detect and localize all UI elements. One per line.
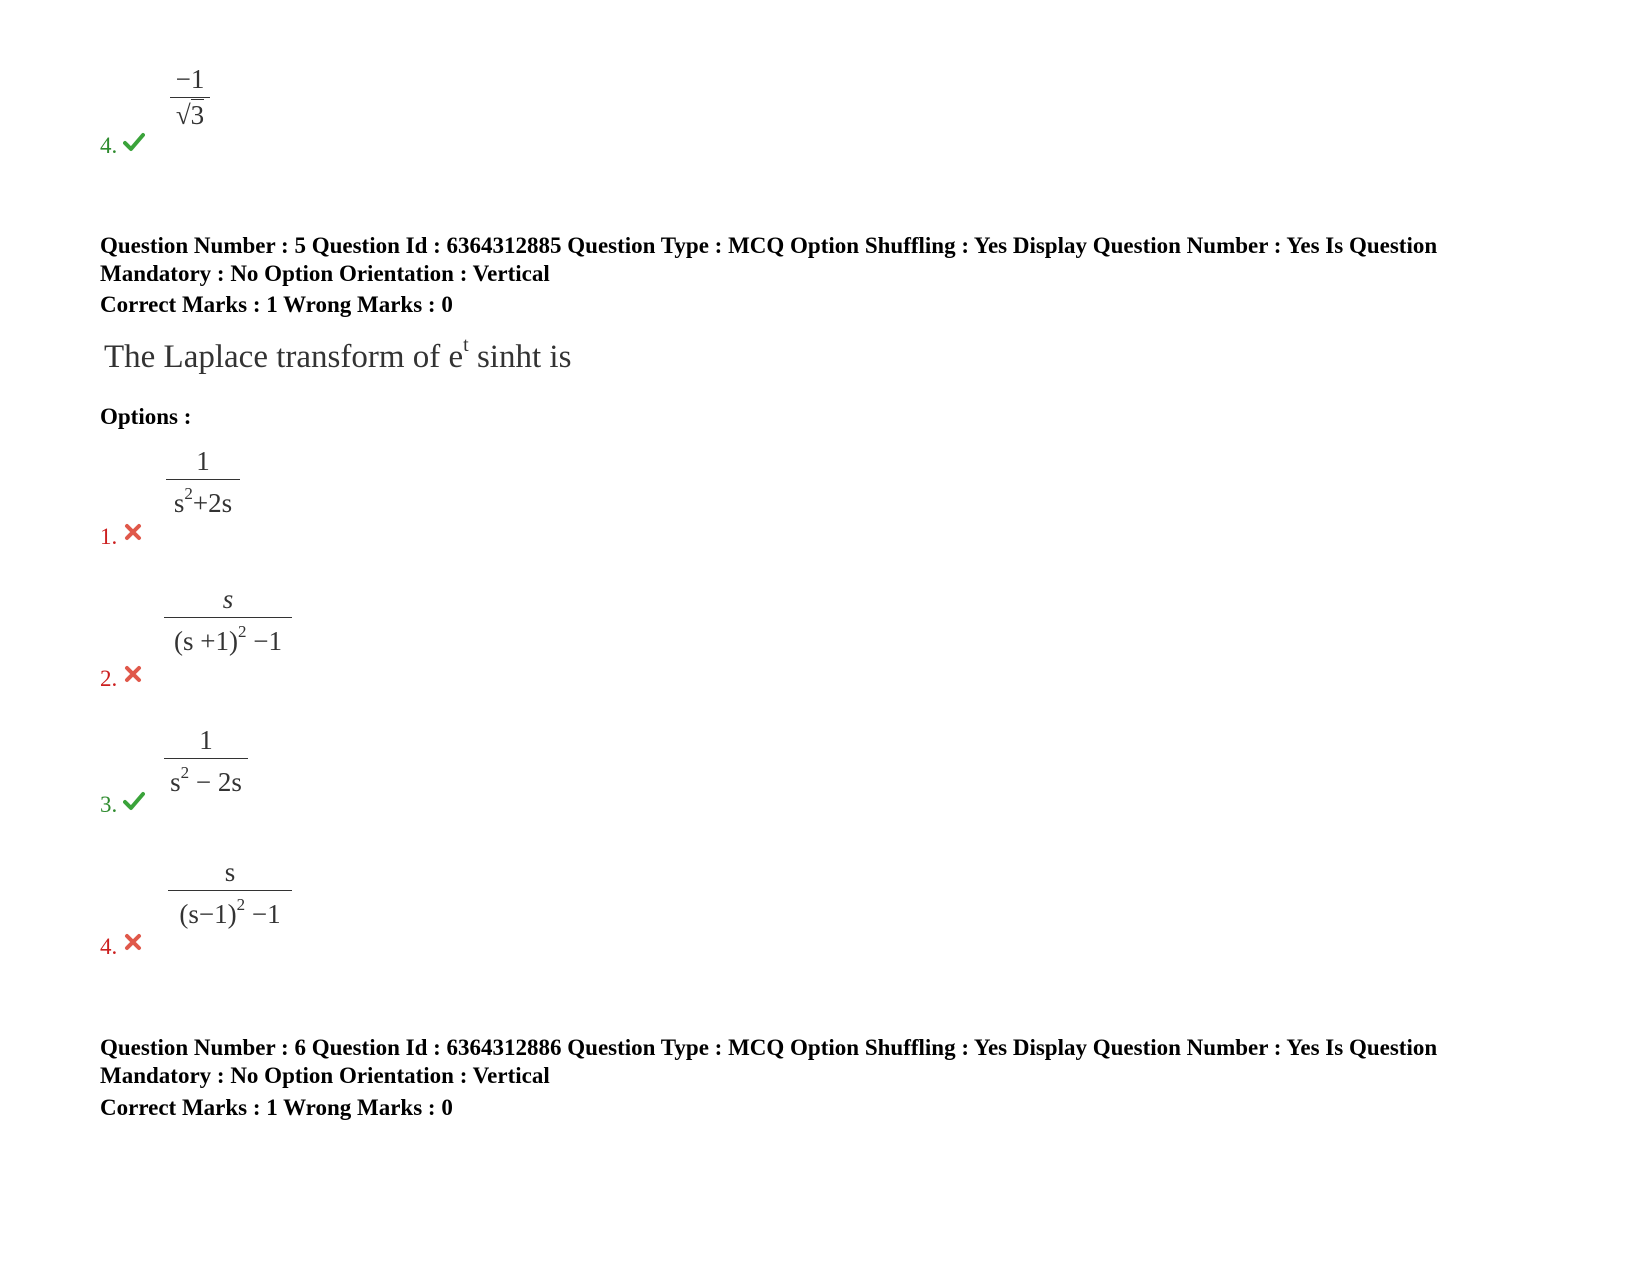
q5-option-1-label: [100, 522, 145, 550]
radical-sign: √: [175, 100, 191, 130]
fraction-numerator: 1: [199, 725, 213, 755]
q5-meta-line1: Question Number : 5 Question Id : 6364312885 Question Type : MCQ Option Shuffling : Yes Display Question Number : Yes Is Question: [100, 233, 1438, 258]
check-icon: [123, 131, 145, 153]
q5-question-text: [104, 334, 572, 376]
question-prefix: The Laplace transform of e: [104, 339, 464, 375]
fraction-bar: [166, 479, 240, 480]
q6-meta: [100, 1034, 1520, 1090]
fraction-bar: [170, 97, 210, 98]
q5-option-3-fraction: [164, 725, 248, 797]
question-superscript: t: [463, 334, 469, 356]
q5-meta-line2: Mandatory : No Option Orientation : Vertical: [100, 261, 550, 286]
fraction-numerator: 1: [196, 446, 210, 476]
den-sup: 2: [236, 895, 246, 914]
q5-option-2-fraction: [164, 584, 292, 656]
den-rest: −1: [245, 899, 281, 929]
cross-icon: [123, 932, 145, 954]
q5-options-label: Options :: [100, 404, 192, 429]
fraction-denominator: [174, 482, 232, 518]
option-number: 2.: [100, 666, 118, 691]
fraction-denominator: [176, 100, 204, 130]
option-number: 4.: [100, 133, 118, 158]
den-base: s: [170, 767, 181, 797]
fraction-denominator: [179, 893, 280, 929]
prev-option-4-label: [100, 131, 145, 159]
fraction-denominator: [170, 761, 242, 797]
prev-option-4-fraction: [170, 64, 210, 130]
q5-option-4-fraction: [168, 857, 292, 929]
check-icon: [123, 790, 145, 812]
option-number: 4.: [100, 934, 118, 959]
fraction-numerator: s: [224, 857, 236, 887]
den-rest: +2s: [192, 488, 233, 518]
q5-option-1-fraction: [166, 446, 240, 518]
option-number: 1.: [100, 524, 118, 549]
q5-option-4-label: [100, 932, 145, 960]
den-base: (s−1): [179, 899, 237, 929]
q6-meta-line1: Question Number : 6 Question Id : 6364312886 Question Type : MCQ Option Shuffling : Yes Display Question Number : Yes Is Question: [100, 1035, 1438, 1060]
den-sup: 2: [184, 484, 193, 503]
den-base: s: [173, 488, 185, 518]
fraction-bar: [168, 890, 292, 891]
fraction-numerator: −1: [175, 64, 205, 94]
den-base: (s +1): [174, 626, 238, 656]
den-rest: −1: [246, 626, 282, 656]
fraction-numerator: s: [222, 584, 234, 614]
den-rest: − 2s: [189, 767, 242, 797]
option-number: 3.: [100, 792, 118, 817]
radicand: 3: [190, 100, 205, 130]
question-suffix: sinht is: [468, 339, 572, 375]
den-sup: 2: [237, 622, 247, 641]
q5-meta: [100, 232, 1520, 288]
den-sup: 2: [180, 763, 190, 782]
q6-meta-line2: Mandatory : No Option Orientation : Vertical: [100, 1063, 550, 1088]
q5-option-2-label: [100, 664, 145, 692]
cross-icon: [123, 522, 145, 544]
cross-icon: [123, 664, 145, 686]
fraction-bar: [164, 758, 248, 759]
q6-marks: Correct Marks : 1 Wrong Marks : 0: [100, 1095, 453, 1120]
q5-marks: Correct Marks : 1 Wrong Marks : 0: [100, 292, 453, 317]
q5-option-3-label: [100, 790, 145, 818]
fraction-denominator: [174, 620, 282, 656]
fraction-bar: [164, 617, 292, 618]
